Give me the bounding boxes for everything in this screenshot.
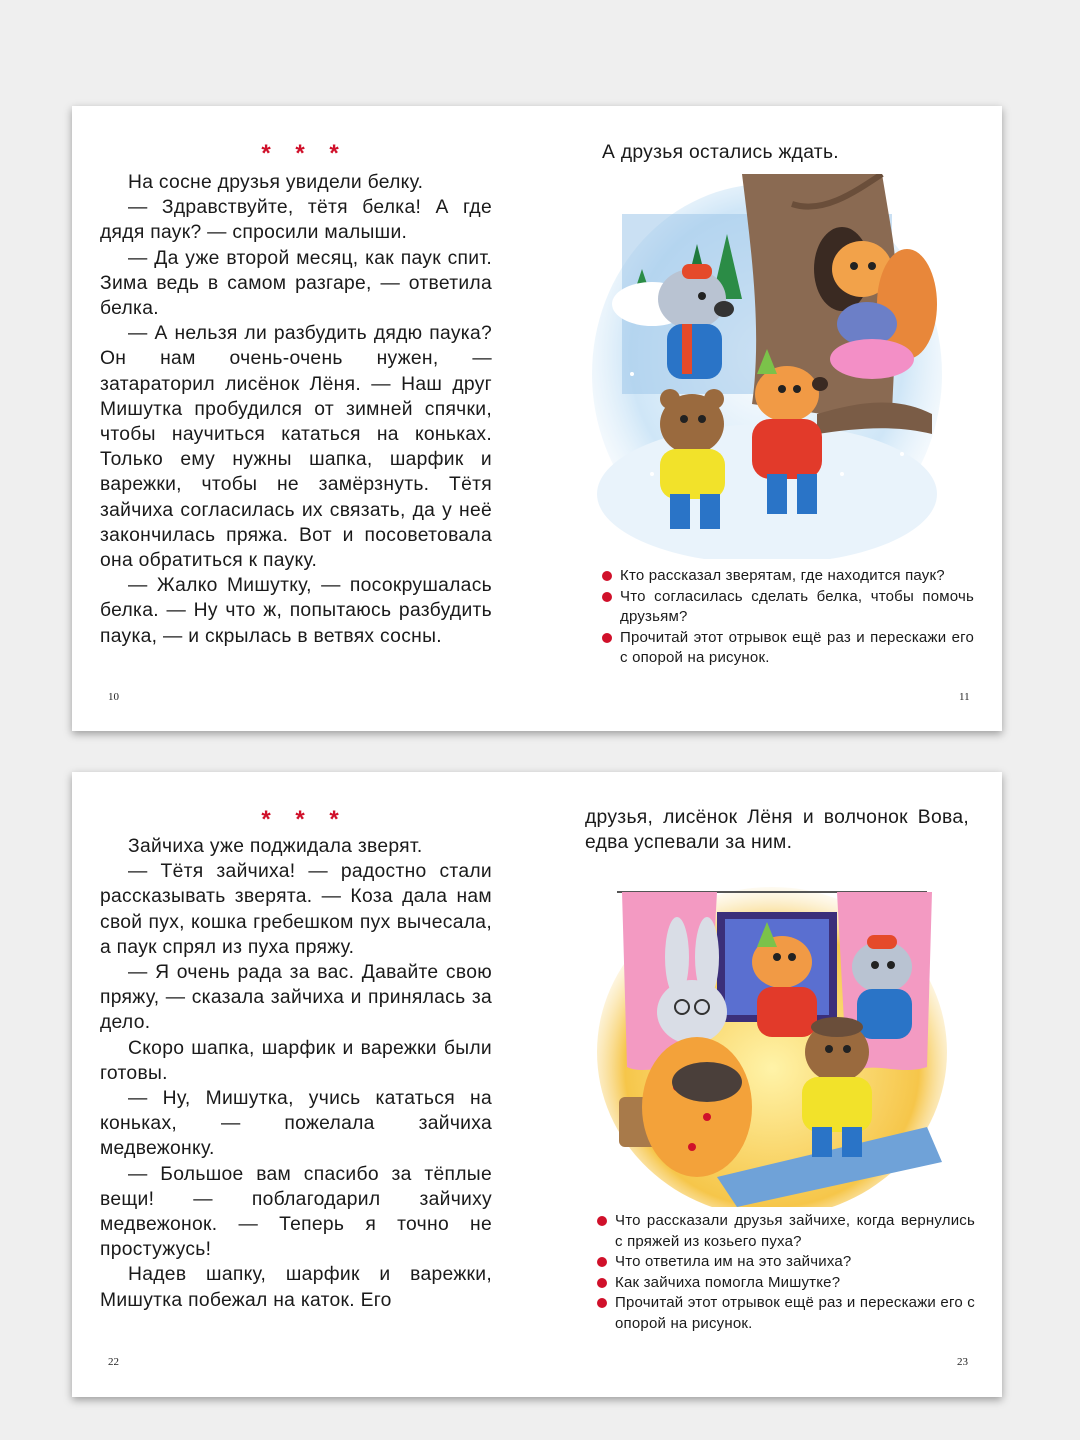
question-text: Прочитай этот отрывок ещё раз и перескажи его с опорой на рисунок. <box>620 628 974 666</box>
paragraph: Скоро шапка, шарфик и варежки были готовы. <box>100 1037 492 1084</box>
question-text: Как зайчиха помогла Мишутке? <box>615 1273 841 1291</box>
story-text <box>100 170 492 649</box>
page-22 <box>72 772 537 1397</box>
bullet-dot-icon <box>597 1216 607 1226</box>
page-number: 11 <box>959 691 970 703</box>
page-title-line: А друзья остались ждать. <box>602 142 839 163</box>
question-item <box>602 566 974 587</box>
paragraph: На сосне друзья увидели белку. <box>128 172 424 193</box>
question-text: Прочитай этот отрывок ещё раз и перескажи его с опорой на рисунок. <box>615 1294 975 1332</box>
story-text <box>100 834 492 1313</box>
question-item <box>597 1211 975 1252</box>
paragraph: — Тётя зайчиха! — радостно стали рассказывать зверята. — Коза дала нам свой пух, кошка гребешком пух вычесала, а паук спрял из пуха пряжу. <box>100 861 492 958</box>
paragraph: — Большое вам спасибо за тёплые вещи! — поблагодарил зайчиху медвежонок. — Теперь я точно не простужусь! <box>100 1163 492 1261</box>
page-number: 22 <box>108 1356 119 1368</box>
page-number: 10 <box>108 691 119 703</box>
page-11 <box>537 106 1002 731</box>
bullet-dot-icon <box>602 571 612 581</box>
bullet-dot-icon <box>597 1257 607 1267</box>
illustration-winter-forest <box>592 174 942 559</box>
question-item <box>602 587 974 628</box>
question-item <box>602 628 974 669</box>
paragraph: — Жалко Мишутку, — посокрушалась белка. — Ну что ж, попытаюсь разбудить паука, — и скрылась в ветвях сосны. <box>100 575 492 647</box>
illustration-warm-room <box>597 877 947 1207</box>
bullet-dot-icon <box>602 592 612 602</box>
question-list <box>597 1211 975 1334</box>
paragraph: — Здравствуйте, тётя белка! А где дядя паук? — спросили малыши. <box>100 197 492 244</box>
question-item <box>597 1252 975 1273</box>
illustration-hare-room-scene <box>597 877 947 1207</box>
bullet-dot-icon <box>597 1298 607 1308</box>
question-text: Кто рассказал зверятам, где находится паук? <box>620 567 945 584</box>
section-stars: * * * <box>261 806 348 833</box>
bullet-dot-icon <box>597 1278 607 1288</box>
paragraph: — А нельзя ли разбудить дядю паука? Он нам очень-очень нужен, — затараторил лисёнок Лёня. — Наш друг Мишутка пробудился от зимней спячки, чтобы научиться кататься на коньках. Только ему нужны шапка, шарфик и варежки, чтобы не замёрзнуть. Тётя зайчиха согласилась их связать, да у неё закончилась пряжа. Вот и посоветовала она обратиться к пауку. <box>100 323 492 572</box>
paragraph: — Да уже второй месяц, как паук спит. Зима ведь в самом разгаре, — ответила белка. <box>100 247 492 320</box>
page-number: 23 <box>957 1356 968 1368</box>
paragraph: Надев шапку, шарфик и варежки, Мишутка побежал на каток. Его <box>100 1264 492 1311</box>
book-spread-pages-10-11 <box>72 106 1002 731</box>
section-stars: * * * <box>261 140 348 167</box>
question-text: Что рассказали друзья зайчихе, когда вернулись с пряжей из козьего пуха? <box>615 1212 975 1250</box>
paragraph: — Ну, Мишутка, учись кататься на коньках, — пожелала зайчиха медвежонку. <box>100 1088 492 1160</box>
question-text: Что ответила им на это зайчиха? <box>615 1253 852 1270</box>
question-text: Что согласилась сделать белка, чтобы помочь друзьям? <box>620 587 974 625</box>
page-10 <box>72 106 537 731</box>
paragraph: Зайчиха уже поджидала зверят. <box>128 836 423 857</box>
paragraph: — Я очень рада за вас. Давайте свою пряжу, — сказала зайчиха и принялась за дело. <box>100 962 492 1034</box>
continuation-text: друзья, лисёнок Лёня и волчонок Вова, едва успевали за ним. <box>585 807 969 854</box>
page-23 <box>537 772 1002 1397</box>
question-list <box>602 566 974 669</box>
question-item <box>597 1273 975 1294</box>
book-spread-pages-22-23 <box>72 772 1002 1397</box>
illustration-squirrel-scene <box>592 174 942 559</box>
question-item <box>597 1293 975 1334</box>
bullet-dot-icon <box>602 633 612 643</box>
